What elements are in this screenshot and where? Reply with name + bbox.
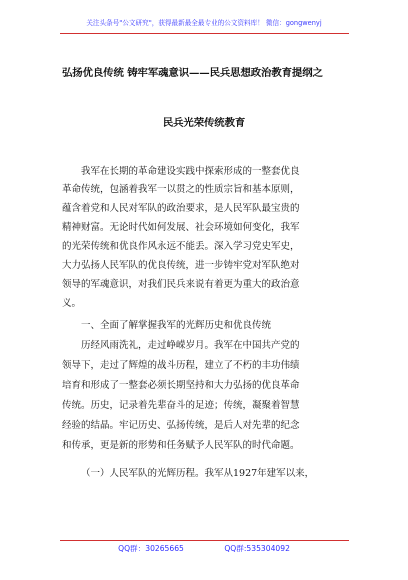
footer-rule xyxy=(60,540,349,541)
section-heading: 一、全面了解掌握我军的光辉历史和优良传统 xyxy=(81,320,272,331)
body-line: 经验的结晶。牢记历史、弘扬传统，是后人对先辈的纪念 xyxy=(62,420,300,431)
body-line: 和传承，更是新的形势和任务赋予人民军队的时代命题。 xyxy=(62,440,300,451)
title-line-1: 弘扬优良传统 铸牢军魂意识——民兵思想政治教育提纲之 xyxy=(62,67,323,79)
body-line: 的光荣传统和优良作风永远不能丢。深入学习党史军史， xyxy=(62,241,300,252)
body-line: 培育和形成了一整套必须长期坚持和大力弘扬的优良革命 xyxy=(62,380,300,391)
body-line: 历经风雨洗礼，走过峥嵘岁月。我军在中国共产党的 xyxy=(81,340,300,351)
body-line: 传统。历史，记录着先辈奋斗的足迹；传统，凝聚着智慧 xyxy=(62,400,300,411)
body-line: 领导的军魂意识，对我们民兵来说有着更为重大的政治意 xyxy=(62,279,300,290)
header-note: 关注头条号"公文研究"，获得最新最全最专业的公文资料库！ 微信：gongwenyj xyxy=(86,19,322,27)
body-line: 革命传统，包涵着我军一以贯之的性质宗旨和基本原则， xyxy=(62,184,300,195)
footer-qq-group-1: QQ群：30265665 xyxy=(118,544,184,553)
body-line: 我军在长期的革命建设实践中探索形成的一整套优良 xyxy=(81,166,300,177)
footer xyxy=(0,544,408,554)
subsection-heading: （一）人民军队的光辉历程。我军从1927年建军以来， xyxy=(81,468,315,479)
body-line: 精神财富。无论时代如何发展、社会环境如何变化，我军 xyxy=(62,222,300,233)
body-line: 蕴含着党和人民对军队的政治要求，是人民军队最宝贵的 xyxy=(62,203,300,214)
body-line: 义。 xyxy=(62,298,82,309)
header-rule xyxy=(60,33,349,34)
title-line-2: 民兵光荣传统教育 xyxy=(162,117,246,129)
body-line: 大力弘扬人民军队的优良传统，进一步铸牢党对军队绝对 xyxy=(62,260,300,271)
body-line: 领导下，走过了辉煌的战斗历程，建立了不朽的丰功伟绩 xyxy=(62,360,300,371)
footer-qq-group-2: QQ群:535304092 xyxy=(224,544,290,553)
